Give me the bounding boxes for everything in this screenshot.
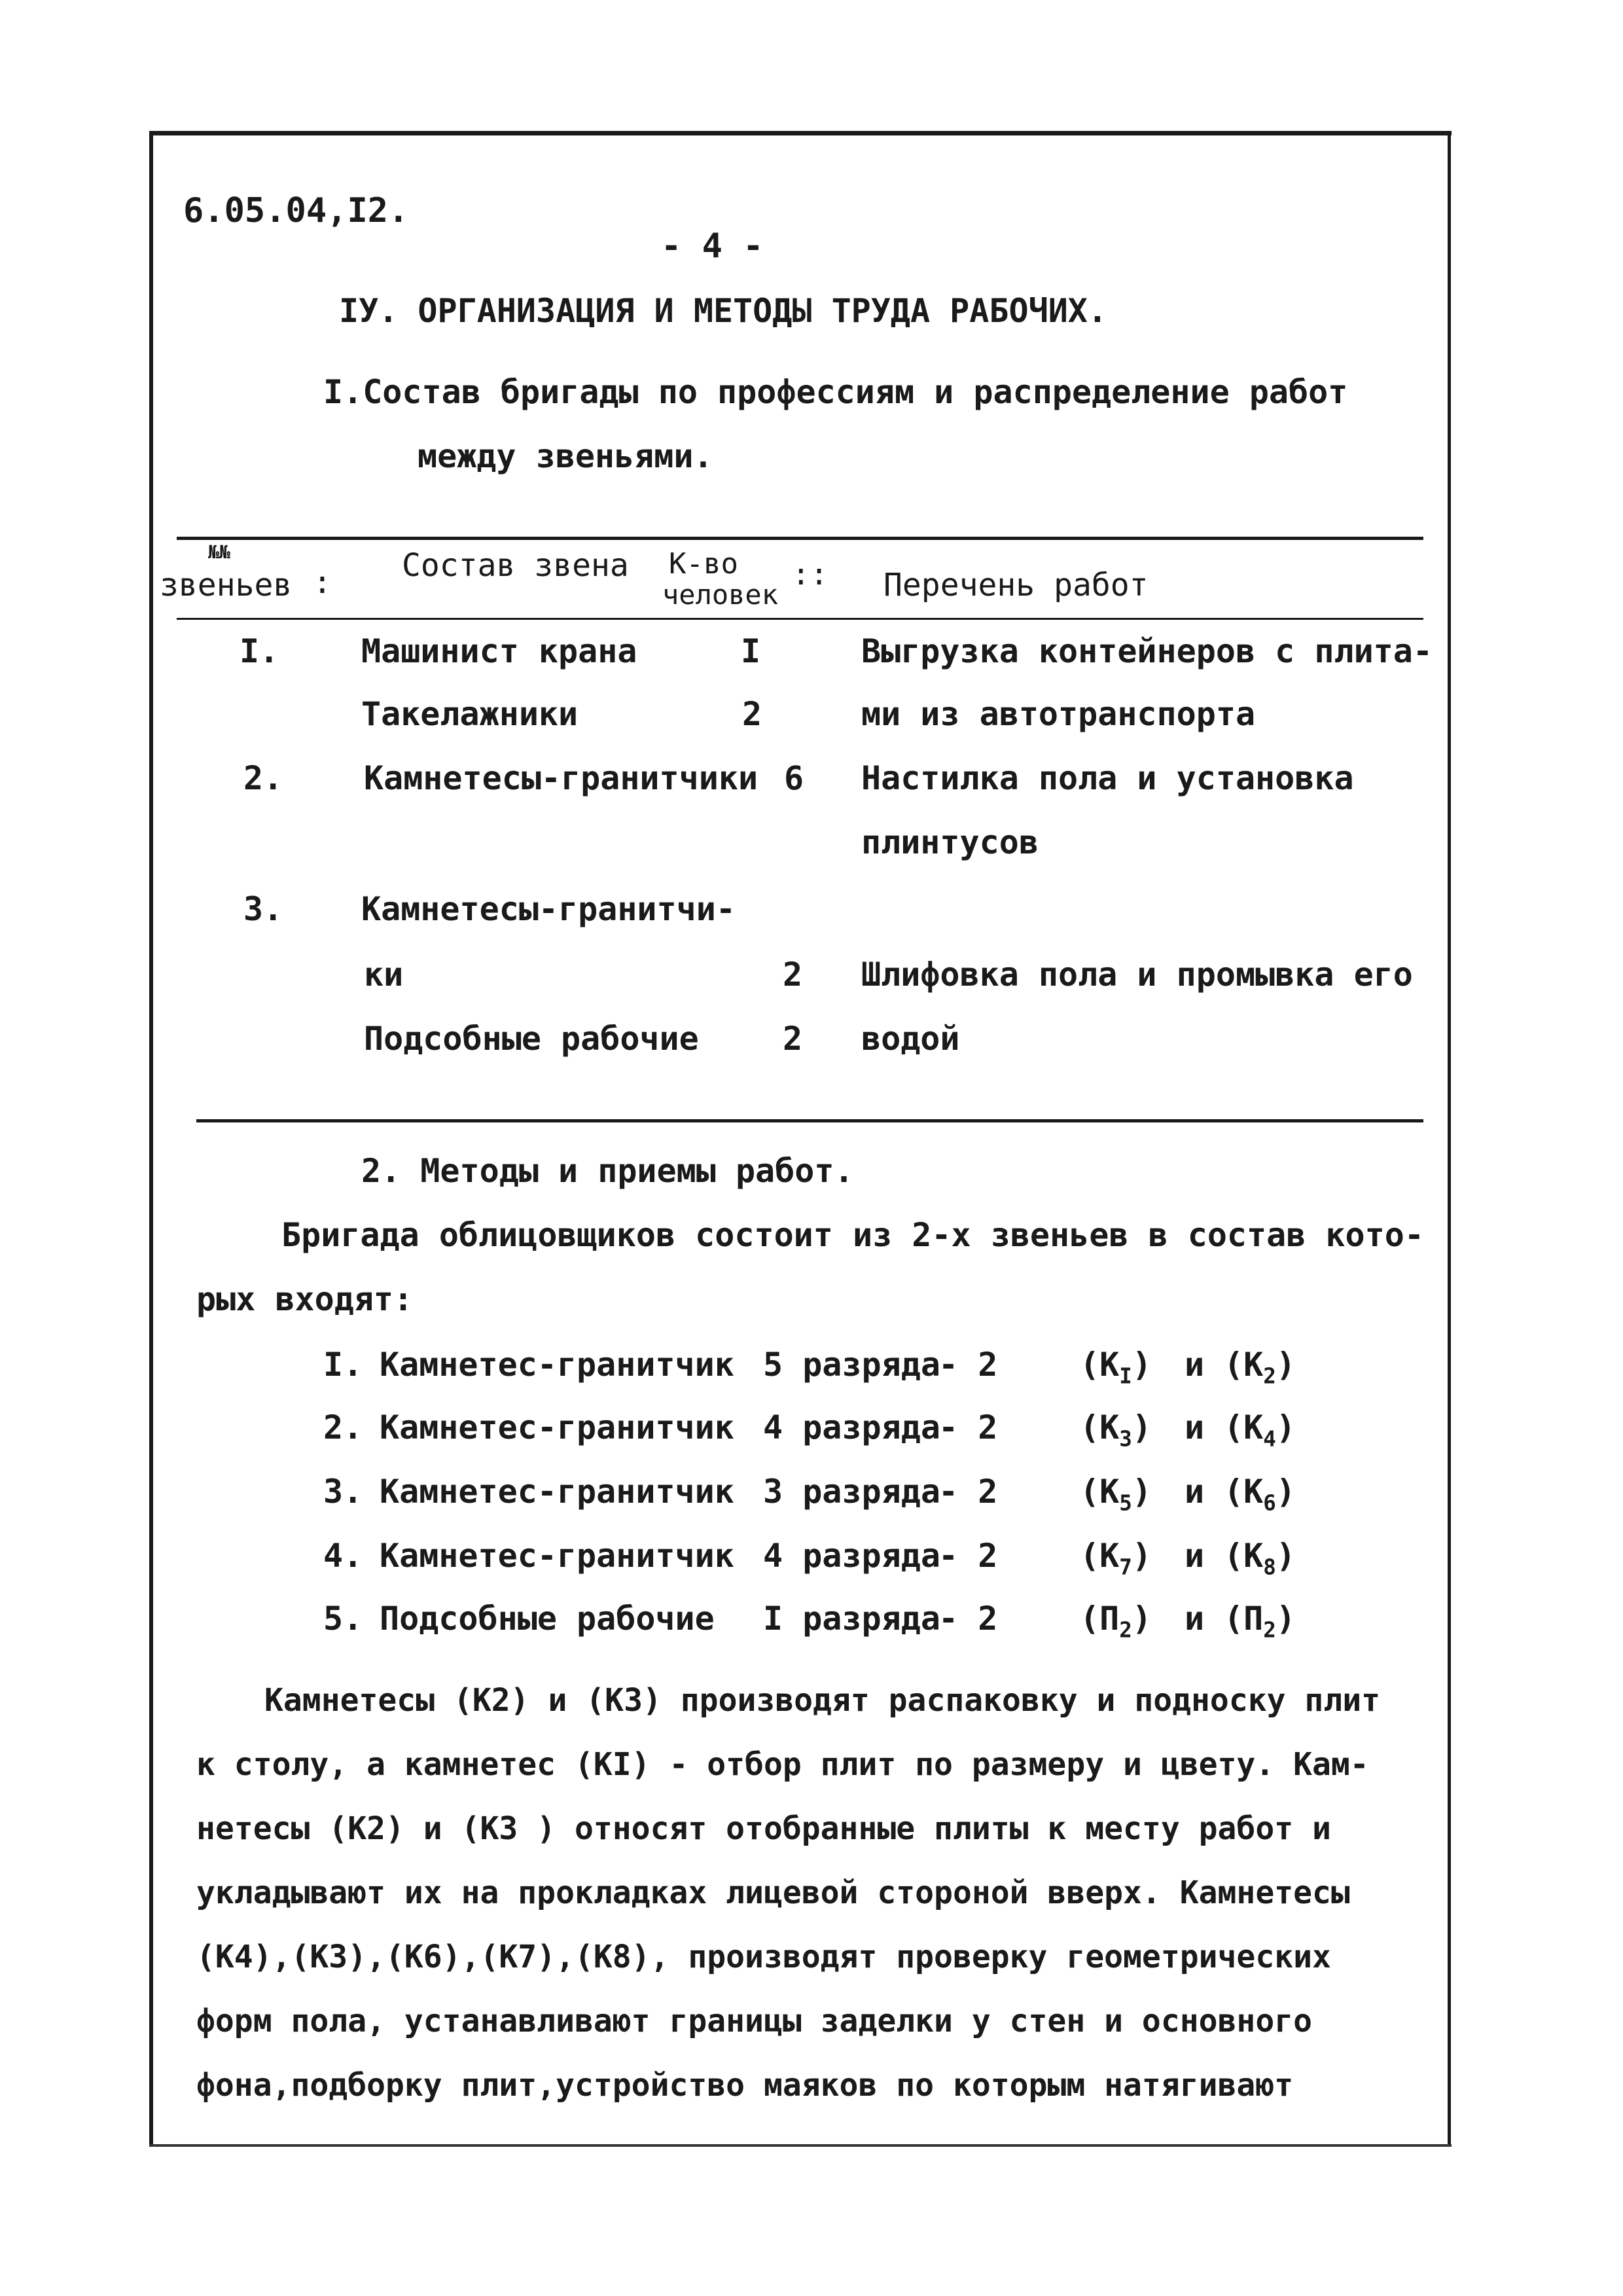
item-code-2: $(П_2)$ [1224, 1600, 1296, 1643]
item-qty: - 2 [938, 1346, 998, 1384]
item-number: 5. [323, 1600, 363, 1638]
row-count: 2 [783, 956, 803, 994]
row-member: Машинист крана [361, 632, 637, 670]
row-work: плинтусов [861, 823, 1039, 861]
item-and: и [1185, 1408, 1205, 1446]
item-code-2: $(К_8)$ [1224, 1537, 1296, 1580]
header-col-count-sep: :: [792, 556, 829, 592]
item-grade: 3 разряда [763, 1473, 940, 1511]
item-grade: 4 разряда [763, 1537, 940, 1575]
item-number: 3. [323, 1473, 363, 1511]
row-num: 3. [243, 890, 283, 928]
row-work: водой [861, 1020, 960, 1058]
row-count: 6 [784, 759, 804, 797]
header-col-num-sep: : [313, 564, 332, 601]
item-trade: Подсобные рабочие [380, 1600, 715, 1638]
frame-top-border [149, 131, 1452, 135]
row-count: 2 [783, 1020, 803, 1058]
page-number: - 4 - [661, 226, 764, 266]
item-code-1: $(К_I)$ [1080, 1346, 1152, 1389]
row-count: 2 [742, 695, 762, 733]
paragraph-line: (К4),(К3),(К6),(К7),(К8), производят проверку геометрических [196, 1939, 1331, 1975]
item-grade: 4 разряда [763, 1408, 940, 1446]
row-count: I [741, 632, 761, 670]
frame-left-border [149, 131, 153, 2147]
paragraph-line: Камнетесы (К2) и (К3) производят распаковку и подноску плит [264, 1682, 1381, 1719]
methods-intro-line2: рых входят: [196, 1280, 414, 1318]
item-code-1: $(К_3)$ [1080, 1408, 1152, 1452]
paragraph-line: укладывают их на прокладках лицевой стороной вверх. Камнетесы [196, 1874, 1350, 1911]
item-qty: - 2 [938, 1473, 998, 1511]
section-subtitle-line2: между звеньями. [418, 437, 713, 475]
methods-intro-line1: Бригада облицовщиков состоит из 2-х звеньев в состав кото- [281, 1216, 1424, 1254]
item-code-1: $(К_5)$ [1080, 1473, 1152, 1516]
methods-title: 2. Методы и приемы работ. [361, 1152, 854, 1190]
item-code-2: $(К_2)$ [1224, 1346, 1296, 1389]
section-title: IУ. ОРГАНИЗАЦИЯ И МЕТОДЫ ТРУДА РАБОЧИХ. [339, 292, 1107, 330]
row-member: Такелажники [361, 695, 579, 733]
item-trade: Камнетес-гранитчик [380, 1537, 734, 1575]
item-number: 4. [323, 1537, 363, 1575]
row-work: Шлифовка пола и промывка его [861, 956, 1413, 994]
item-trade: Камнетес-гранитчик [380, 1346, 734, 1384]
frame-bottom-border [149, 2144, 1452, 2147]
row-member: Камнетесы-гранитчики [364, 759, 758, 797]
row-work: Настилка пола и установка [861, 759, 1354, 797]
table-top-rule [177, 537, 1423, 540]
item-trade: Камнетес-гранитчик [380, 1408, 734, 1446]
row-num: I. [240, 632, 279, 670]
header-col-num: звеньев [160, 567, 293, 603]
item-number: I. [323, 1346, 363, 1384]
item-and: и [1185, 1473, 1205, 1511]
section-subtitle-line1: I.Состав бригады по профессиям и распределение работ [323, 373, 1348, 411]
row-member: ки [364, 956, 404, 994]
row-member: Камнетесы-гранитчи- [361, 890, 736, 928]
item-grade: I разряда [763, 1600, 940, 1638]
row-num: 2. [243, 759, 283, 797]
header-col-count-line1: К-во [669, 547, 738, 581]
item-qty: - 2 [938, 1600, 998, 1638]
item-qty: - 2 [938, 1408, 998, 1446]
header-col-count-line2: человек [662, 579, 779, 611]
item-number: 2. [323, 1408, 363, 1446]
row-work: Выгрузка контейнеров с плита- [861, 632, 1433, 670]
paragraph-line: фона,подборку плит,устройство маяков по которым натягивают [196, 2067, 1294, 2104]
item-and: и [1185, 1600, 1205, 1638]
item-grade: 5 разряда [763, 1346, 940, 1384]
item-code-2: $(К_6)$ [1224, 1473, 1296, 1516]
item-code-2: $(К_4)$ [1224, 1408, 1296, 1452]
item-code-1: $(П_2)$ [1080, 1600, 1152, 1643]
row-member: Подсобные рабочие [364, 1020, 699, 1058]
paragraph-line: нетесы (К2) и (К3 ) относят отобранные плиты к месту работ и [196, 1810, 1331, 1847]
header-col-member: Состав звена [402, 547, 629, 584]
header-col-num-top: №№ [208, 541, 230, 563]
item-trade: Камнетес-гранитчик [380, 1473, 734, 1511]
paragraph-line: к столу, а камнетес (КI) - отбор плит по размеру и цвету. Кам- [196, 1746, 1369, 1783]
item-and: и [1185, 1537, 1205, 1575]
doc-code: 6.05.04,I2. [183, 191, 409, 230]
table-bottom-rule [196, 1119, 1423, 1122]
item-qty: - 2 [938, 1537, 998, 1575]
table-header-rule [177, 618, 1423, 620]
paragraph-line: форм пола, устанавливают границы заделки у стен и основного [196, 2003, 1313, 2039]
header-col-work: Перечень работ [883, 567, 1149, 603]
item-and: и [1185, 1346, 1205, 1384]
row-work: ми из автотранспорта [861, 695, 1256, 733]
item-code-1: $(К_7)$ [1080, 1537, 1152, 1580]
frame-right-border [1448, 131, 1451, 2147]
